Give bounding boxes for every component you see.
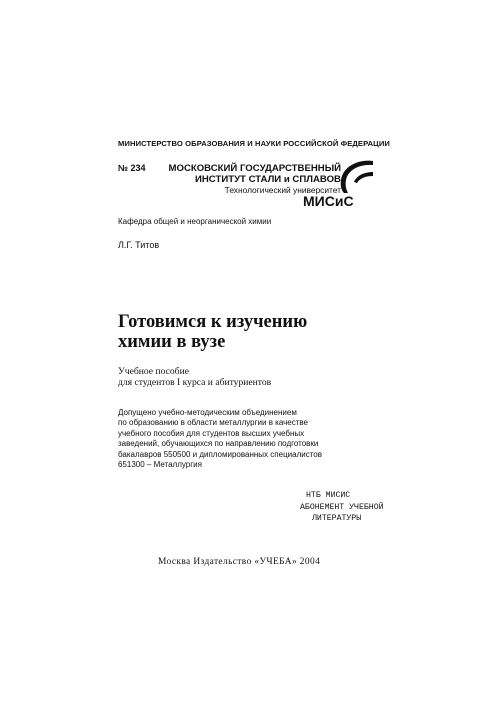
ministry-line: МИНИСТЕРСТВО ОБРАЗОВАНИЯ И НАУКИ РОССИЙСКОЙ ФЕДЕРАЦИИ — [118, 139, 390, 148]
library-stamp — [300, 490, 384, 525]
department: Кафедра общей и неорганической химии — [118, 217, 272, 226]
book-subtitle — [118, 366, 271, 388]
stamp-line-3: ЛИТЕРАТУРЫ — [312, 514, 362, 523]
university-name — [168, 163, 341, 196]
subtitle-line-1: Учебное пособие — [118, 366, 189, 377]
university-line-1: МОСКОВСКИЙ ГОСУДАРСТВЕННЫЙ — [168, 163, 341, 174]
approval-line-2: по образованию в области металлургии в качестве — [118, 418, 308, 428]
university-line-3: Технологический университет — [224, 185, 341, 195]
book-title — [118, 312, 307, 352]
misis-logo-text: МИСиС — [303, 193, 354, 209]
stamp-line-1: НТБ МИСИС — [306, 491, 351, 500]
subtitle-line-2: для студентов I курса и абитуриентов — [118, 377, 272, 388]
approval-line-4: заведений, обучающихся по направлению подготовки — [118, 439, 319, 449]
approval-text — [118, 408, 322, 470]
approval-line-3: учебного пособия для студентов высших учебных — [118, 428, 305, 438]
misis-logo-icon — [335, 158, 377, 194]
title-line-1: Готовимся к изучению — [118, 312, 308, 332]
university-line-2: ИНСТИТУТ СТАЛИ и СПЛАВОВ — [194, 174, 341, 185]
approval-line-1: Допущено учебно-методическим объединением — [118, 408, 297, 417]
author: Л.Г. Титов — [118, 240, 160, 250]
publication-number: № 234 — [118, 163, 146, 173]
approval-line-6: 651300 – Металлургия — [118, 460, 202, 470]
approval-line-5: бакалавров 550500 и дипломированных специалистов — [118, 449, 322, 459]
title-line-2: химии в вузе — [118, 332, 226, 352]
imprint: Москва Издательство «УЧЕБА» 2004 — [158, 557, 321, 567]
stamp-line-2: АБОНЕМЕНТ УЧЕБНОЙ — [300, 502, 384, 512]
